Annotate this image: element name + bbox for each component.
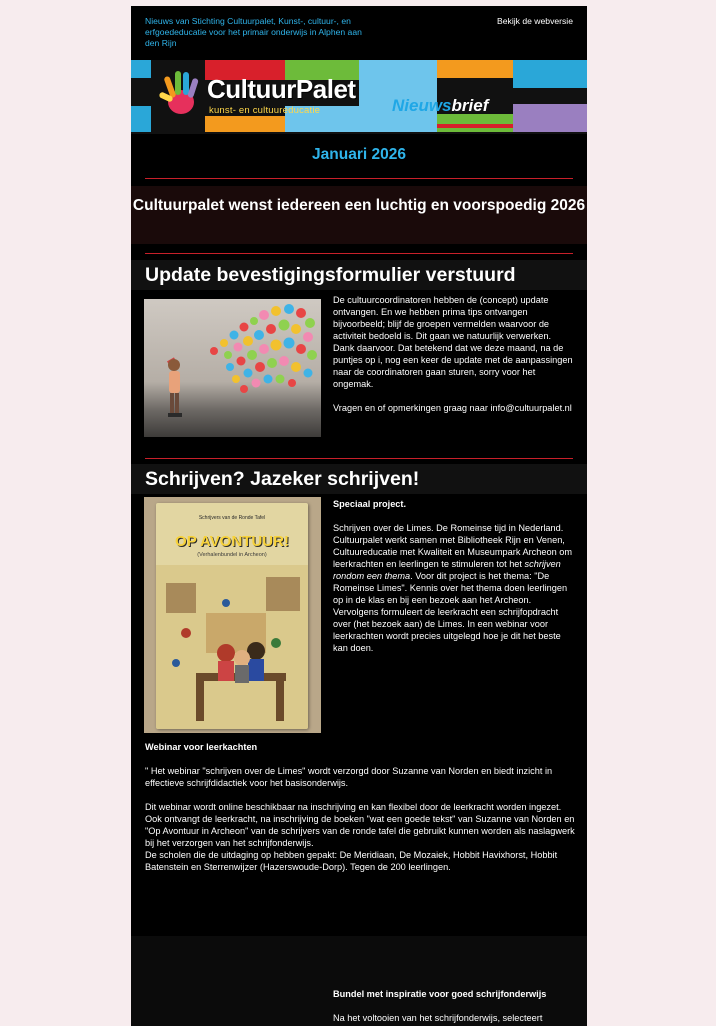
webinar-paragraph: Dit webinar wordt online beschikbaar na inschrijving en kan flexibel door de leerkracht worden ingezet. Ook ontvangt de leerkracht, na inschrijving de boeken "wat een goede tekst" van Suzanne van Norden en "Op Avontuur in Archeon" van de schrijvers van de ronde tafel die gebruikt kunnen worden als naslagwerk bij het verzorgen van het schrijfonderwijs.: [145, 802, 575, 848]
divider: [145, 178, 573, 179]
section2-lead: Speciaal project.: [333, 499, 407, 509]
banner: [131, 60, 587, 134]
issue-month: Januari 2026: [312, 146, 406, 163]
handprint-logo-icon: [157, 68, 205, 120]
webinar-body: [145, 741, 575, 873]
web-version-link[interactable]: Bekijk de webversie: [497, 16, 573, 26]
webinar-schools: De scholen die de uitdaging op hebben gepakt: De Meridiaan, De Mozaiek, Hobbit Havixhorst, Hobbit Batenstein en Sterrenwijzer (Hazerswoude-Dorp). Tegen de 200 leerlingen.: [145, 850, 558, 872]
section-title-schrijven: Schrijven? Jazeker schrijven!: [131, 464, 587, 494]
section2-intro: Schrijven over de Limes. De Romeinse tijd in Nederland.: [333, 523, 564, 533]
divider: [145, 458, 573, 459]
book-title: OP AVONTUUR!: [175, 533, 289, 550]
book-authors: Schrijvers van de Ronde Tafel: [198, 515, 266, 521]
book-illustration: [156, 503, 308, 729]
book-subtitle: (Verhalenbundel in Archeon): [197, 552, 267, 558]
section2-body: [333, 498, 577, 666]
section1-paragraph: De cultuurcoordinatoren hebben de (concept) update ontvangen. En we hebben prima tips ontvangen bijvoorbeeld; blijf de groepen vermelden waarvoor de activiteit bedoeld is. Dit gaan we natuurlijk verwerken. Dank daarvoor. Dat betekend dat we deze maand, na de puntjes op i, nog een keer de update met de aanpassingen naar de coordinatoren gaan sturen, sorry voor het ongemak.: [333, 295, 573, 389]
brand-tagline: kunst- en cultuureducatie: [209, 105, 321, 116]
section3-heading: Bundel met inspiratie voor goed schrijfonderwijs: [333, 989, 547, 999]
section1-body: [333, 294, 575, 426]
book-cover: [156, 503, 308, 729]
section1-contact: Vragen en of opmerkingen graag naar info@cultuurpalet.nl: [333, 403, 572, 413]
section-title-update: Update bevestigingsformulier verstuurd: [131, 260, 587, 290]
webinar-heading: Webinar voor leerkachten: [145, 742, 258, 752]
divider: [145, 253, 573, 254]
newsletter: [131, 6, 587, 1026]
book-cover-image: [144, 497, 321, 733]
section3-paragraph: Na het voltooien van het schrijfonderwijs, selecteert: [333, 1013, 543, 1023]
brand-logo: CultuurPalet: [207, 74, 356, 104]
greeting-banner: Cultuurpalet wenst iedereen een luchtig en voorspoedig 2026: [131, 186, 587, 244]
balloon-illustration: [144, 299, 321, 437]
balloon-girl-image: [144, 299, 321, 437]
nieuwsbrief-label: Nieuwsbrief: [392, 96, 489, 115]
preheader-text: Nieuws van Stichting Cultuurpalet, Kunst-, cultuur-, en erfgoededucatie voor het primair onderwijs in Alphen aan den Rijn: [145, 16, 362, 48]
webinar-paragraph: " Het webinar "schrijven over de Limes" wordt verzorgd door Suzanne van Norden en biedt inzicht in effectieve schrijfdidactiek voor het basisonderwijs.: [145, 766, 553, 788]
section2-paragraph: Cultuurpalet werkt samen met Bibliotheek Rijn en Venen, Cultuureducatie met Kwaliteit en Museumpark Archeon om leerkrachten en leerlingen te stimuleren tot het schrijven rondom een thema. Voor dit project is het thema: "De Romeinse Limes". Kennis over het thema doen leerlingen op in de klas en bij een bezoek aan het Archeon. Vervolgens formuleert de leerkracht een schrijfopdracht over (het bezoek aan) de Limes. In een webinar voor leerkrachten wordt precies uitgelegd hoe je dit het beste kan doen.: [333, 535, 572, 653]
